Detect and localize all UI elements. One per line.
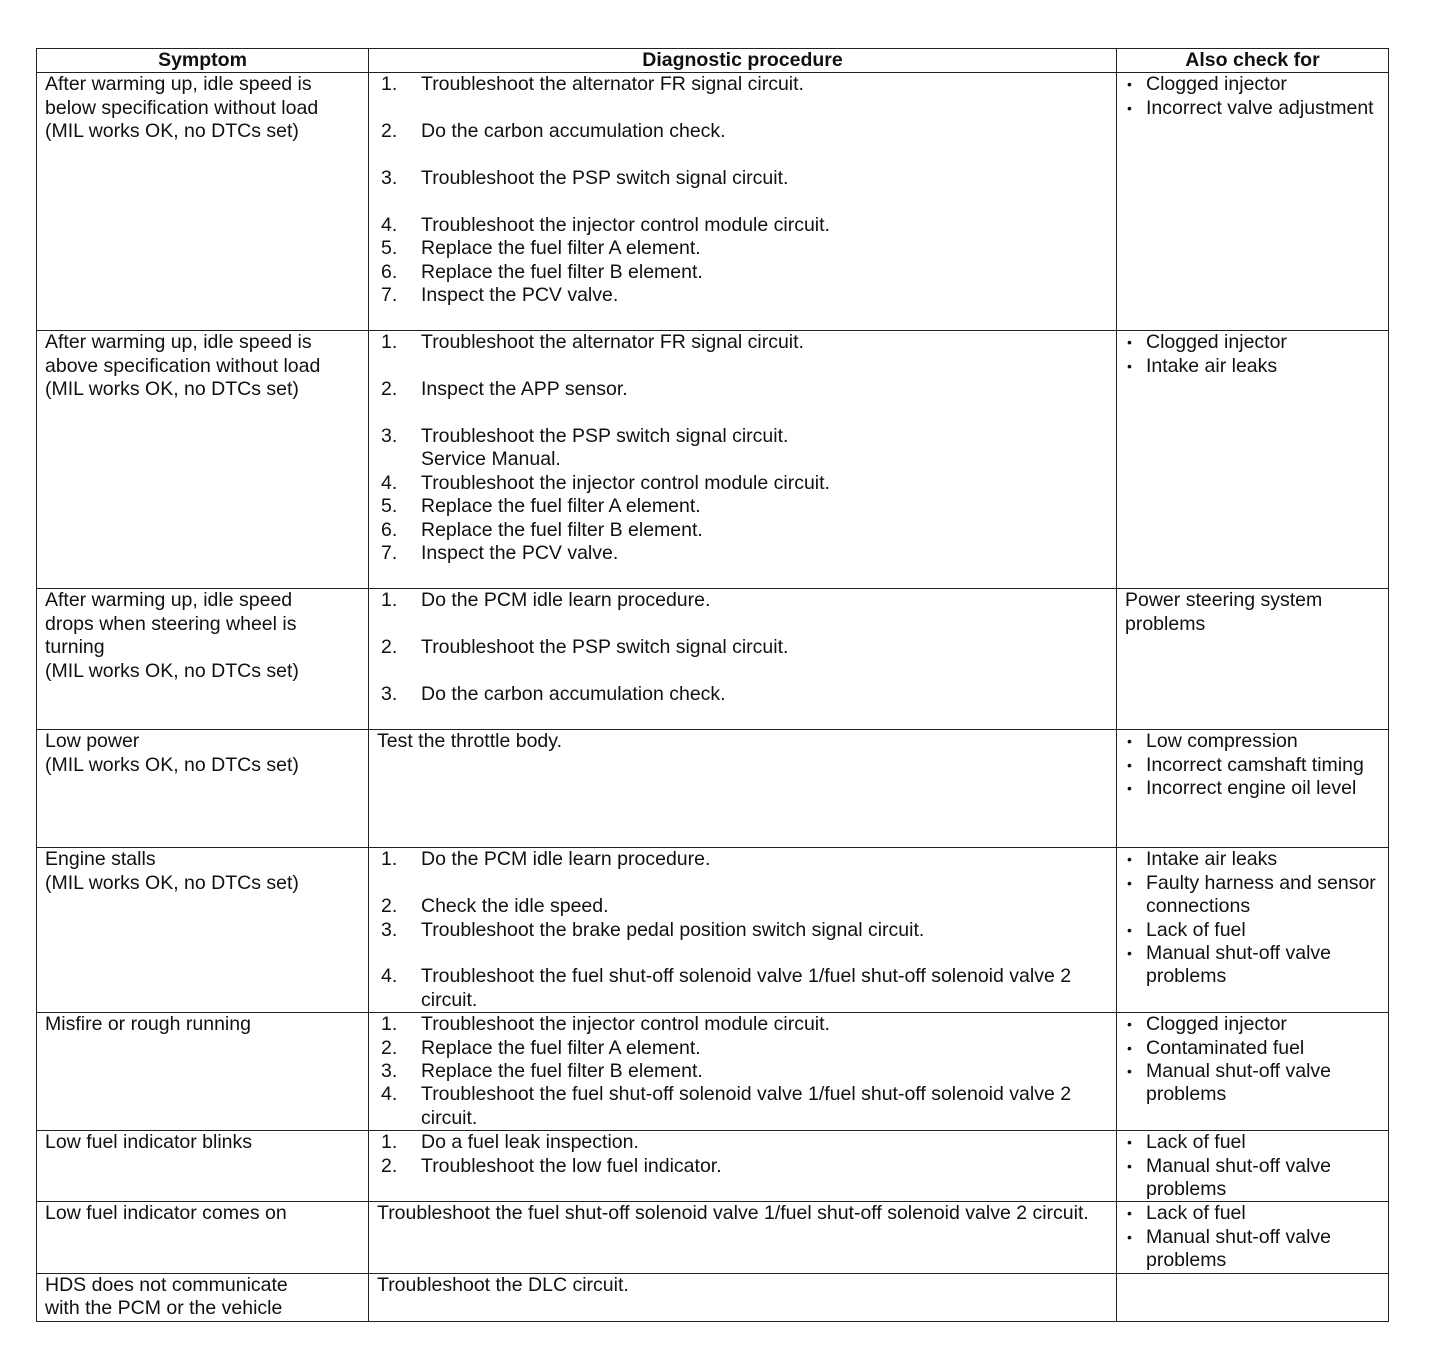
table-body [37, 73, 1389, 1321]
step-number: 2. [381, 1036, 398, 1059]
procedure-cell [369, 1013, 1117, 1131]
procedure-step [377, 261, 1108, 284]
procedure-step [377, 636, 1108, 659]
step-spacer [377, 355, 1108, 378]
step-number: 5. [381, 237, 398, 260]
step-text: Troubleshoot the alternator FR signal circuit. [421, 73, 804, 96]
also-check-item-text: Incorrect valve adjustment [1146, 96, 1374, 119]
procedure-step [377, 73, 1108, 96]
also-check-list [1125, 1013, 1380, 1107]
also-check-item [1125, 1155, 1380, 1202]
symptom-line: with the PCM or the vehicle [45, 1297, 283, 1320]
step-number: 3. [381, 918, 398, 941]
header-procedure: Diagnostic procedure [369, 49, 1117, 73]
step-text: Troubleshoot the injector control module circuit. [421, 1013, 830, 1036]
also-check-cell [1117, 1273, 1389, 1321]
also-check-item [1125, 872, 1380, 919]
step-text: Replace the fuel filter B element. [421, 1060, 703, 1083]
symptom-cell [37, 730, 369, 848]
also-check-item-text: Lack of fuel [1146, 1202, 1246, 1225]
step-number: 1. [381, 1131, 398, 1154]
table-row [37, 1013, 1389, 1131]
also-check-cell [1117, 331, 1389, 589]
step-text: Troubleshoot the PSP switch signal circuit. Service Manual. [421, 425, 789, 471]
step-number: 2. [381, 1154, 398, 1177]
procedure-step [377, 589, 1108, 612]
procedure-cell [369, 730, 1117, 848]
step-number: 7. [381, 542, 398, 565]
procedure-step [377, 120, 1108, 143]
also-check-list [1125, 1202, 1380, 1272]
symptom-line: (MIL works OK, no DTCs set) [45, 378, 299, 401]
step-spacer [377, 97, 1108, 120]
bullet-icon: • [1127, 1157, 1132, 1174]
step-number: 2. [381, 636, 398, 659]
also-check-item-text: Incorrect camshaft timing [1146, 753, 1364, 776]
step-number: 4. [381, 965, 398, 988]
step-number: 1. [381, 73, 398, 96]
symptom-line: After warming up, idle speed is [45, 73, 312, 96]
symptom-line: Low fuel indicator blinks [45, 1131, 253, 1154]
also-check-list [1125, 73, 1380, 120]
procedure-step [377, 1131, 1108, 1154]
step-spacer [377, 613, 1108, 636]
step-spacer [377, 190, 1108, 213]
procedure-cell [369, 73, 1117, 331]
symptom-cell [37, 1202, 369, 1273]
symptom-line: After warming up, idle speed [45, 589, 293, 612]
also-check-item [1125, 919, 1380, 942]
procedure-step [377, 919, 1108, 942]
also-check-item-text: Manual shut-off valve problems [1146, 1225, 1331, 1272]
symptom-line: (MIL works OK, no DTCs set) [45, 753, 299, 776]
step-text: Inspect the APP sensor. [421, 378, 628, 401]
table-row [37, 331, 1389, 589]
bullet-icon: • [1127, 1134, 1132, 1151]
also-check-item-text: Lack of fuel [1146, 1131, 1246, 1154]
also-check-item [1125, 848, 1380, 871]
procedure-text: Test the throttle body. [377, 730, 562, 753]
step-number: 3. [381, 683, 398, 705]
also-check-item-text: Faulty harness and sensor connections [1146, 871, 1376, 918]
symptom-line: Engine stalls [45, 848, 156, 871]
also-check-cell [1117, 1131, 1389, 1202]
step-number: 7. [381, 284, 398, 307]
step-number: 3. [381, 425, 398, 447]
procedure-step [377, 425, 1108, 472]
step-text: Troubleshoot the injector control module circuit. [421, 213, 830, 236]
also-check-item-text: Manual shut-off valve problems [1146, 942, 1331, 988]
symptom-cell [37, 331, 369, 589]
step-text: Replace the fuel filter B element. [421, 260, 703, 283]
step-text: Replace the fuel filter A element. [421, 1036, 701, 1059]
step-text: Troubleshoot the brake pedal position switch signal circuit. [421, 918, 925, 941]
step-text: Do a fuel leak inspection. [421, 1131, 639, 1154]
procedure-step [377, 683, 1108, 706]
symptom-line: (MIL works OK, no DTCs set) [45, 120, 299, 143]
step-text: Replace the fuel filter B element. [421, 518, 703, 541]
also-check-item-text: Clogged injector [1146, 1013, 1287, 1036]
also-check-item [1125, 1131, 1380, 1154]
procedure-step [377, 214, 1108, 237]
also-check-list [1125, 730, 1380, 800]
step-number: 1. [381, 848, 398, 871]
also-check-item [1125, 942, 1380, 989]
symptom-cell [37, 1131, 369, 1202]
procedure-cell [369, 1131, 1117, 1202]
step-text: Do the PCM idle learn procedure. [421, 848, 711, 871]
step-text: Do the PCM idle learn procedure. [421, 589, 711, 612]
step-spacer [377, 660, 1108, 683]
also-check-item-text: Manual shut-off valve problems [1146, 1154, 1331, 1201]
step-text: Do the carbon accumulation check. [421, 120, 726, 143]
procedure-step [377, 1013, 1108, 1036]
header-row [37, 49, 1389, 73]
step-spacer [377, 872, 1108, 895]
also-check-item [1125, 754, 1380, 777]
step-number: 6. [381, 260, 398, 283]
step-text: Inspect the PCV valve. [421, 284, 619, 307]
step-spacer [377, 402, 1108, 425]
bullet-icon: • [1127, 921, 1132, 938]
procedure-step [377, 331, 1108, 354]
also-check-item [1125, 1060, 1380, 1107]
procedure-step [377, 848, 1108, 871]
step-text: Troubleshoot the alternator FR signal circuit. [421, 331, 804, 354]
bullet-icon: • [1127, 1039, 1132, 1056]
bullet-icon: • [1127, 76, 1132, 93]
also-check-cell [1117, 73, 1389, 331]
procedure-step [377, 1037, 1108, 1060]
symptom-cell [37, 589, 369, 730]
symptom-line: Low power [45, 730, 140, 753]
also-check-item-text: Clogged injector [1146, 331, 1287, 354]
symptom-line: (MIL works OK, no DTCs set) [45, 871, 299, 894]
procedure-step [377, 237, 1108, 260]
step-number: 3. [381, 1060, 398, 1083]
also-check-item-text: Lack of fuel [1146, 918, 1246, 941]
symptom-cell [37, 848, 369, 1013]
also-check-list [1125, 848, 1380, 988]
symptom-cell [37, 1273, 369, 1321]
also-check-list [1125, 331, 1380, 378]
procedure-step [377, 965, 1108, 1012]
bullet-icon: • [1127, 945, 1132, 962]
also-check-item [1125, 1037, 1380, 1060]
bullet-icon: • [1127, 1016, 1132, 1033]
procedure-cell [369, 848, 1117, 1013]
also-check-cell [1117, 1013, 1389, 1131]
step-number: 4. [381, 213, 398, 236]
procedure-cell [369, 1273, 1117, 1321]
also-check-item [1125, 1013, 1380, 1036]
header-symptom: Symptom [37, 49, 369, 73]
procedure-step [377, 542, 1108, 565]
symptom-line: Low fuel indicator comes on [45, 1202, 287, 1225]
also-check-cell [1117, 848, 1389, 1013]
step-number: 2. [381, 895, 398, 918]
bullet-icon: • [1127, 756, 1132, 773]
bullet-icon: • [1127, 780, 1132, 797]
also-check-cell [1117, 1202, 1389, 1273]
header-also-check: Also check for [1117, 49, 1389, 73]
table-row [37, 1202, 1389, 1273]
bullet-icon: • [1127, 874, 1132, 891]
also-check-item [1125, 355, 1380, 378]
step-number: 2. [381, 120, 398, 143]
step-number: 1. [381, 589, 398, 612]
also-check-item [1125, 97, 1380, 120]
bullet-icon: • [1127, 733, 1132, 750]
procedure-text: Troubleshoot the fuel shut-off solenoid valve 1/fuel shut-off solenoid valve 2 circuit. [377, 1202, 1089, 1225]
procedure-step [377, 495, 1108, 518]
also-check-item [1125, 331, 1380, 354]
also-check-item-text: Contaminated fuel [1146, 1036, 1305, 1059]
table-row [37, 848, 1389, 1013]
table-row [37, 730, 1389, 848]
step-number: 3. [381, 167, 398, 189]
symptom-line: turning [45, 636, 105, 659]
step-text: Replace the fuel filter A element. [421, 495, 701, 518]
also-check-item [1125, 730, 1380, 753]
also-check-item [1125, 73, 1380, 96]
also-check-text: Power steering system problems [1125, 589, 1323, 635]
bullet-icon: • [1127, 851, 1132, 868]
procedure-cell [369, 1202, 1117, 1273]
procedure-step [377, 1155, 1108, 1178]
bullet-icon: • [1127, 1228, 1132, 1245]
symptom-line: (MIL works OK, no DTCs set) [45, 659, 299, 682]
step-text: Troubleshoot the fuel shut-off solenoid valve 1/fuel shut-off solenoid valve 2 circuit. [421, 965, 1072, 1011]
also-check-item-text: Low compression [1146, 730, 1298, 753]
table-row [37, 589, 1389, 730]
symptom-line: After warming up, idle speed is [45, 331, 312, 354]
procedure-text: Troubleshoot the DLC circuit. [377, 1273, 629, 1296]
also-check-item-text: Manual shut-off valve problems [1146, 1060, 1331, 1106]
procedure-cell [369, 589, 1117, 730]
step-text: Troubleshoot the low fuel indicator. [421, 1154, 722, 1177]
also-check-item [1125, 1202, 1380, 1225]
procedure-step [377, 378, 1108, 401]
also-check-cell [1117, 589, 1389, 730]
step-number: 1. [381, 331, 398, 354]
step-number: 4. [381, 1083, 398, 1106]
table-row [37, 1131, 1389, 1202]
procedure-step [377, 895, 1108, 918]
bullet-icon: • [1127, 334, 1132, 351]
also-check-item-text: Incorrect engine oil level [1146, 777, 1357, 800]
symptom-line: below specification without load [45, 96, 319, 119]
bullet-icon: • [1127, 1205, 1132, 1222]
symptom-line: drops when steering wheel is [45, 612, 297, 635]
table-row [37, 1273, 1389, 1321]
step-number: 2. [381, 378, 398, 401]
step-text: Troubleshoot the PSP switch signal circuit. [421, 636, 789, 659]
step-text: Replace the fuel filter A element. [421, 237, 701, 260]
table-row [37, 73, 1389, 331]
procedure-step [377, 1083, 1108, 1130]
symptom-cell [37, 73, 369, 331]
step-text: Troubleshoot the injector control module circuit. [421, 471, 830, 494]
step-text: Troubleshoot the PSP switch signal circuit. [421, 167, 789, 189]
step-spacer [377, 942, 1108, 965]
also-check-item [1125, 1226, 1380, 1273]
also-check-item-text: Intake air leaks [1146, 848, 1278, 871]
step-text: Inspect the PCV valve. [421, 542, 619, 565]
also-check-list [1125, 1131, 1380, 1201]
symptom-line: HDS does not communicate [45, 1273, 288, 1296]
procedure-cell [369, 331, 1117, 589]
bullet-icon: • [1127, 1063, 1132, 1080]
also-check-cell [1117, 730, 1389, 848]
also-check-item-text: Intake air leaks [1146, 354, 1278, 377]
step-number: 6. [381, 518, 398, 541]
symptom-line: Misfire or rough running [45, 1013, 251, 1036]
also-check-item-text: Clogged injector [1146, 73, 1287, 96]
step-number: 5. [381, 495, 398, 518]
step-number: 4. [381, 471, 398, 494]
also-check-item [1125, 777, 1380, 800]
symptom-cell [37, 1013, 369, 1131]
step-number: 1. [381, 1013, 398, 1036]
symptom-line: above specification without load [45, 354, 321, 377]
step-text: Do the carbon accumulation check. [421, 683, 726, 705]
procedure-step [377, 519, 1108, 542]
bullet-icon: • [1127, 99, 1132, 116]
procedure-step [377, 167, 1108, 190]
step-spacer [377, 144, 1108, 167]
procedure-step [377, 284, 1108, 307]
step-text: Troubleshoot the fuel shut-off solenoid valve 1/fuel shut-off solenoid valve 2 circuit. [421, 1083, 1072, 1129]
procedure-step [377, 1060, 1108, 1083]
step-text: Check the idle speed. [421, 895, 609, 918]
diagnostic-table [36, 48, 1389, 1322]
bullet-icon: • [1127, 357, 1132, 374]
procedure-step [377, 472, 1108, 495]
